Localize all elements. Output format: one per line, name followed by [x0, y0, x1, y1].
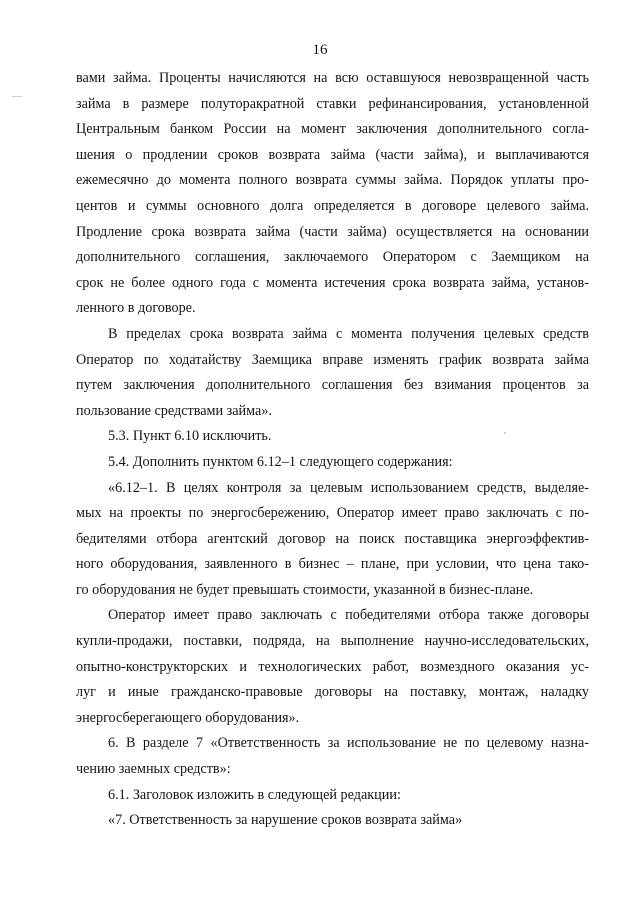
text-line: В пределах срока возврата займа с момента получения целевых средств [108, 325, 589, 342]
paragraph [76, 322, 589, 424]
text-line: Центральным банком России на момент заключения дополнительного согла- [76, 121, 589, 138]
text-line: купли-продажи, поставки, подряда, на выполнение научно-исследовательских, [76, 633, 589, 650]
text-line: центов и суммы основного долга определяется в договоре целевого займа. [76, 197, 589, 214]
text-line: чению заемных средств»: [76, 761, 231, 778]
text-line: ежемесячно до момента полного возврата суммы займа. Порядок уплаты про- [76, 172, 589, 189]
paragraph [76, 424, 589, 450]
text-line: Оператор по ходатайству Заемщика вправе изменять график возврата займа [76, 351, 589, 368]
text-line: дополнительного соглашения, заключаемого Оператором с Заемщиком на [76, 249, 589, 266]
text-line: вами займа. Проценты начисляются на всю оставшуюся невозвращенной часть [76, 70, 589, 86]
text-line: «6.12–1. В целях контроля за целевым использованием средств, выделяе- [108, 479, 589, 496]
text-line: шения о продлении сроков возврата займа (части займа), и выплачиваются [76, 146, 589, 163]
paragraph [76, 476, 589, 604]
page-number: 16 [312, 42, 328, 58]
text-line: энергосберегающего оборудования». [76, 709, 300, 726]
text-line: мых на проекты по энергосбережению, Оператор имеет право заключать с по- [76, 505, 589, 522]
paragraph [76, 783, 589, 809]
text-line: 5.4. Дополнить пунктом 6.12–1 следующего содержания: [108, 453, 453, 470]
text-line: бедителями отбора агентский договор на поиск поставщика энергоэффектив- [76, 530, 589, 547]
scan-artifact-mark [12, 96, 22, 97]
text-line: «7. Ответственность за нарушение сроков возврата займа» [108, 812, 463, 829]
text-line: 6.1. Заголовок изложить в следующей редакции: [108, 786, 401, 803]
paragraph [76, 603, 589, 731]
text-line: Продление срока возврата займа (части займа) осуществляется на основании [76, 223, 589, 240]
text-line: ного оборудования, заявленного в бизнес – плане, при условии, что цена тако- [76, 556, 589, 573]
text-line: опытно-конструкторских и технологических работ, возмездного оказания ус- [76, 658, 589, 675]
text-line: 5.3. Пункт 6.10 исключить. [108, 428, 272, 445]
text-line: луг и иные гражданско-правовые договоры на поставку, монтаж, наладку [76, 684, 589, 701]
paragraph [76, 450, 589, 476]
document-body [76, 66, 589, 834]
paragraph [76, 731, 589, 782]
text-line: Оператор имеет право заключать с победителями отбора также договоры [108, 607, 589, 624]
text-line: срок не более одного года с момента истечения срока возврата займа, установ- [76, 274, 589, 291]
text-line: займа в размере полуторакратной ставки рефинансирования, установленной [76, 95, 589, 112]
text-line: го оборудования не будет превышать стоимости, указанной в бизнес-плане. [76, 581, 534, 598]
text-line: путем заключения дополнительного соглашения без взимания процентов за [76, 377, 589, 394]
text-line: 6. В разделе 7 «Ответственность за использование не по целевому назна- [108, 735, 589, 752]
text-line: ленного в договоре. [76, 300, 196, 317]
paragraph [76, 808, 589, 834]
paragraph [76, 66, 589, 322]
text-line: пользование средствами займа». [76, 402, 272, 419]
